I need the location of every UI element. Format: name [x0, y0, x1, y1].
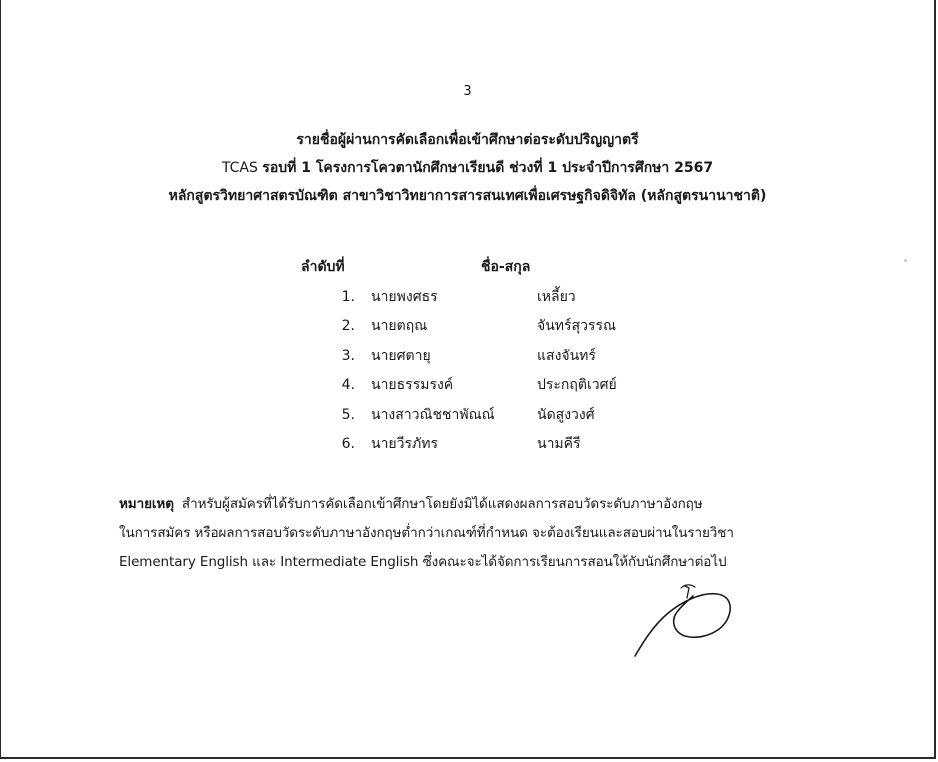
- heading-round: [1, 157, 934, 179]
- remark-note: [119, 490, 839, 577]
- last-name: นัดสูงวงศ์: [537, 406, 595, 423]
- page-number: 3: [463, 84, 472, 99]
- last-name: เหลี้ยว: [537, 289, 576, 305]
- name-list: [331, 287, 617, 463]
- first-name: นายศตายุ: [371, 347, 431, 364]
- last-name: นามคีรี: [537, 435, 581, 452]
- first-name: นางสาวณิชชาพัณณ์: [371, 406, 495, 423]
- row-number: 2.: [341, 318, 355, 335]
- first-name: นายธรรมรงค์: [371, 377, 454, 394]
- heading-title: รายชื่อผู้ผ่านการคัดเลือกเพื่อเข้าศึกษาต่อระดับปริญญาตรี: [296, 132, 639, 148]
- list-item: [331, 434, 581, 463]
- last-name: จันทร์สุวรรณ: [537, 318, 616, 335]
- row-number: 5.: [341, 406, 355, 423]
- row-number: 4.: [341, 377, 355, 394]
- row-number: 1.: [341, 289, 355, 305]
- last-name: แสงจันทร์: [537, 347, 596, 364]
- last-name: ประกฤติเวศย์: [537, 377, 617, 394]
- list-item: [331, 346, 596, 375]
- list-item: [331, 316, 616, 345]
- remark-line-1: [119, 490, 839, 519]
- remark-line-3: Elementary English และ Intermediate English ซึ่งคณะจะได้จัดการเรียนการสอนให้กับนักศึกษาต่อไป: [119, 554, 727, 570]
- list-item: [331, 405, 595, 434]
- heading-round-thai: รอบที่ 1 โครงการโควตานักศึกษาเรียนดี ช่วงที่ 1 ประจำปีการศึกษา 2567: [262, 160, 714, 176]
- heading-round-prefix: TCAS: [221, 160, 263, 176]
- first-name: นายวีรภัทร: [371, 435, 438, 452]
- scan-speck: [904, 259, 907, 262]
- column-header-name: ชื่อ-สกุล: [481, 259, 531, 275]
- column-header-order: ลำดับที่: [301, 259, 345, 275]
- row-number: 6.: [341, 435, 355, 452]
- remark-text-1: สำหรับผู้สมัครที่ได้รับการคัดเลือกเข้าศึกษาโดยยังมิได้แสดงผลการสอบวัดระดับภาษาอังกฤษ: [181, 496, 703, 512]
- first-name: นายพงศธร: [371, 289, 438, 305]
- row-number: 3.: [341, 347, 355, 364]
- first-name: นายตฤณ: [371, 318, 428, 335]
- remark-label: หมายเหตุ: [119, 496, 174, 512]
- list-item: [331, 287, 576, 316]
- list-item: [331, 375, 617, 404]
- remark-line-2: ในการสมัคร หรือผลการสอบวัดระดับภาษาอังกฤษต่ำกว่าเกณฑ์ที่กำหนด จะต้องเรียนและสอบผ่านในรายวิชา: [119, 525, 734, 541]
- heading-program: หลักสูตรวิทยาศาสตรบัณฑิต สาขาวิชาวิทยาการสารสนเทศเพื่อเศรษฐกิจดิจิทัล (หลักสูตรนานาชาติ): [168, 188, 767, 204]
- signature-image: [629, 578, 739, 663]
